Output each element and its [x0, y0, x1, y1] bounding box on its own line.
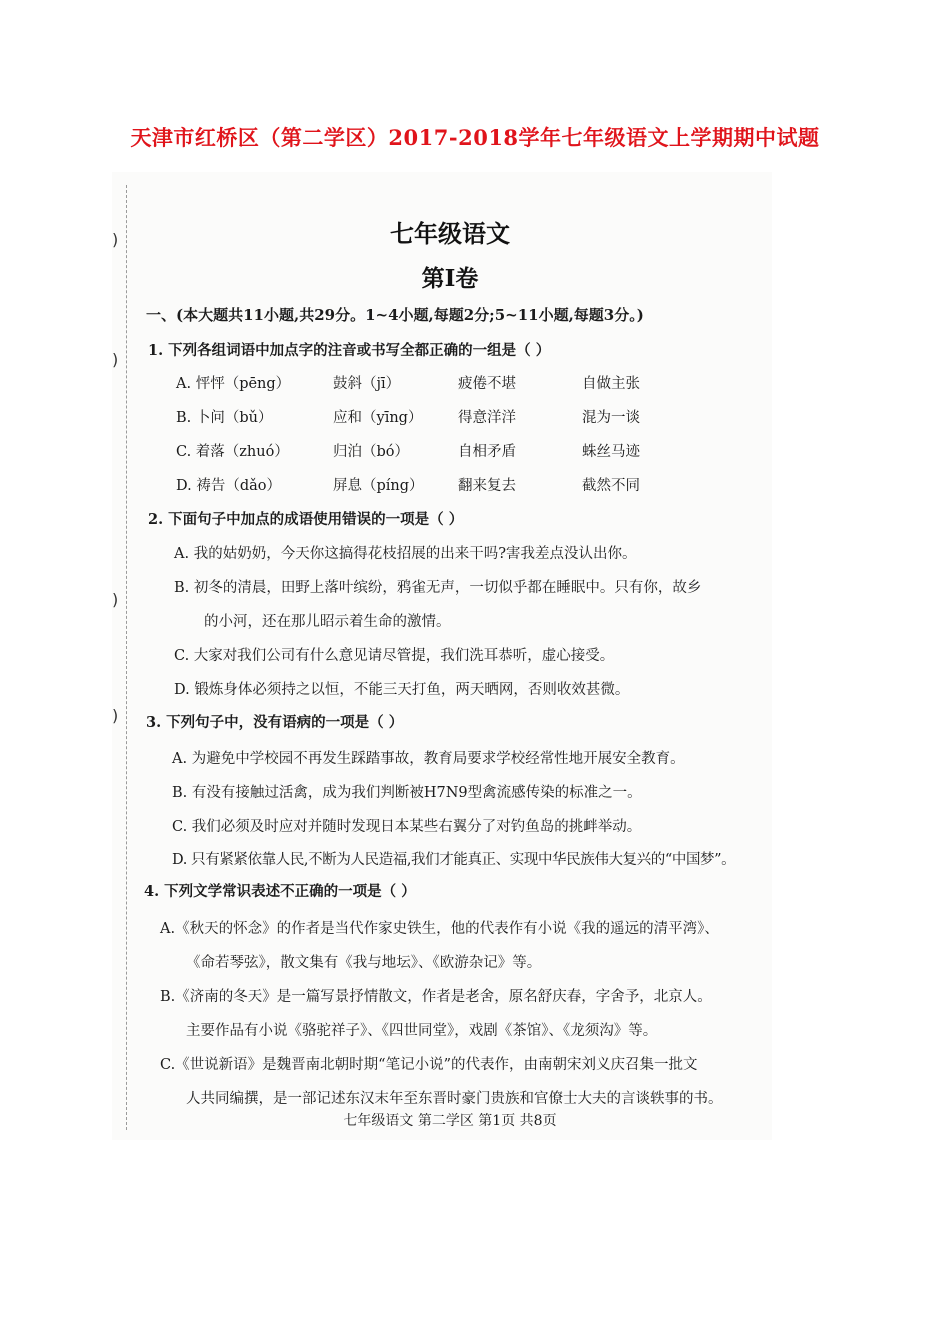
section-one-heading: 一、(本大题共11小题,共29分。1~4小题,每题2分;5~11小题,每题3分。): [146, 306, 644, 324]
q1-option-cell: B. 卜问（bǔ）: [176, 410, 273, 426]
q4-option-b: B.《济南的冬天》是一篇写景抒情散文，作者是老舍，原名舒庆春，字舍予，北京人。: [160, 989, 712, 1005]
question-2-stem: 2. 下面句子中加点的成语使用错误的一项是（ ）: [148, 511, 464, 528]
q1-option-cell: 归泊（bó）: [333, 444, 410, 460]
q1-option-cell: 鼓斜（jī）: [333, 376, 401, 392]
q2-option-c: C. 大家对我们公司有什么意见请尽管提，我们洗耳恭听，虚心接受。: [174, 648, 615, 664]
q1-option-cell: D. 祷告（dǎo）: [176, 478, 281, 494]
q4-option-c-continued: 人共同编撰，是一部记述东汉末年至东晋时豪门贵族和官僚士大夫的言谈轶事的书。: [186, 1091, 723, 1107]
q1-option-cell: 疲倦不堪: [458, 376, 516, 392]
q3-option-b: B. 有没有接触过活禽，成为我们判断被H7N9型禽流感传染的标准之一。: [172, 785, 642, 801]
question-1-stem: 1. 下列各组词语中加点字的注音或书写全都正确的一组是（ ）: [148, 342, 551, 359]
q1-option-cell: 自做主张: [582, 376, 640, 392]
q1-option-cell: 蛛丝马迹: [582, 444, 640, 460]
margin-mark: ): [112, 590, 119, 609]
q1-option-cell: 截然不同: [582, 478, 640, 494]
question-4-stem: 4. 下列文学常识表述不正确的一项是（ ）: [144, 883, 416, 900]
q2-option-b: B. 初冬的清晨，田野上落叶缤纷，鸦雀无声，一切似乎都在睡眠中。只有你，故乡: [174, 580, 702, 596]
subject-heading: 七年级语文: [390, 219, 510, 248]
q2-option-a: A. 我的姑奶奶，今天你这搞得花枝招展的出来干吗?害我差点没认出你。: [174, 546, 637, 562]
margin-mark: ): [112, 230, 119, 249]
q4-option-a: A.《秋天的怀念》的作者是当代作家史铁生，他的代表作有小说《我的遥远的清平湾》、: [160, 921, 719, 937]
q4-option-b-continued: 主要作品有小说《骆驼祥子》、《四世同堂》，戏剧《茶馆》、《龙须沟》等。: [186, 1023, 658, 1039]
q1-option-cell: 应和（yīng）: [333, 410, 423, 426]
question-3-stem: 3. 下列句子中，没有语病的一项是（ ）: [146, 714, 404, 731]
document-title: 天津市红桥区（第二学区）2017-2018学年七年级语文上学期期中试题: [130, 125, 820, 150]
q3-option-c: C. 我们必须及时应对并随时发现日本某些右翼分了对钓鱼岛的挑衅举动。: [172, 819, 642, 835]
page-footer: 七年级语文 第二学区 第1页 共8页: [343, 1113, 557, 1129]
margin-mark: ): [112, 350, 119, 369]
q1-option-cell: 得意洋洋: [458, 410, 516, 426]
q1-option-cell: 自相矛盾: [458, 444, 516, 460]
volume-heading: 第Ⅰ卷: [421, 265, 479, 292]
q4-option-a-continued: 《命若琴弦》，散文集有《我与地坛》、《欧游杂记》等。: [186, 955, 542, 971]
margin-mark: ): [112, 706, 119, 725]
q4-option-c: C.《世说新语》是魏晋南北朝时期“笔记小说”的代表作，由南朝宋刘义庆召集一批文: [160, 1057, 698, 1073]
q1-option-cell: 屏息（píng）: [333, 478, 424, 494]
binding-line: [126, 185, 127, 1130]
q2-option-d: D. 锻炼身体必须持之以恒，不能三天打鱼，两天晒网，否则收效甚微。: [174, 682, 630, 698]
q1-option-cell: C. 着落（zhuó）: [176, 444, 289, 460]
q3-option-d: D. 只有紧紧依靠人民,不断为人民造福,我们才能真正、实现中华民族伟大复兴的“中国梦”。: [172, 852, 736, 868]
q1-option-cell: 混为一谈: [582, 410, 640, 426]
q3-option-a: A. 为避免中学校园不再发生踩踏事故，教育局要求学校经常性地开展安全教育。: [172, 751, 685, 767]
q1-option-cell: 翻来复去: [458, 478, 516, 494]
q1-option-cell: A. 怦怦（pēng）: [176, 376, 291, 392]
q2-option-b-continued: 的小河，还在那儿昭示着生命的激情。: [204, 614, 451, 630]
